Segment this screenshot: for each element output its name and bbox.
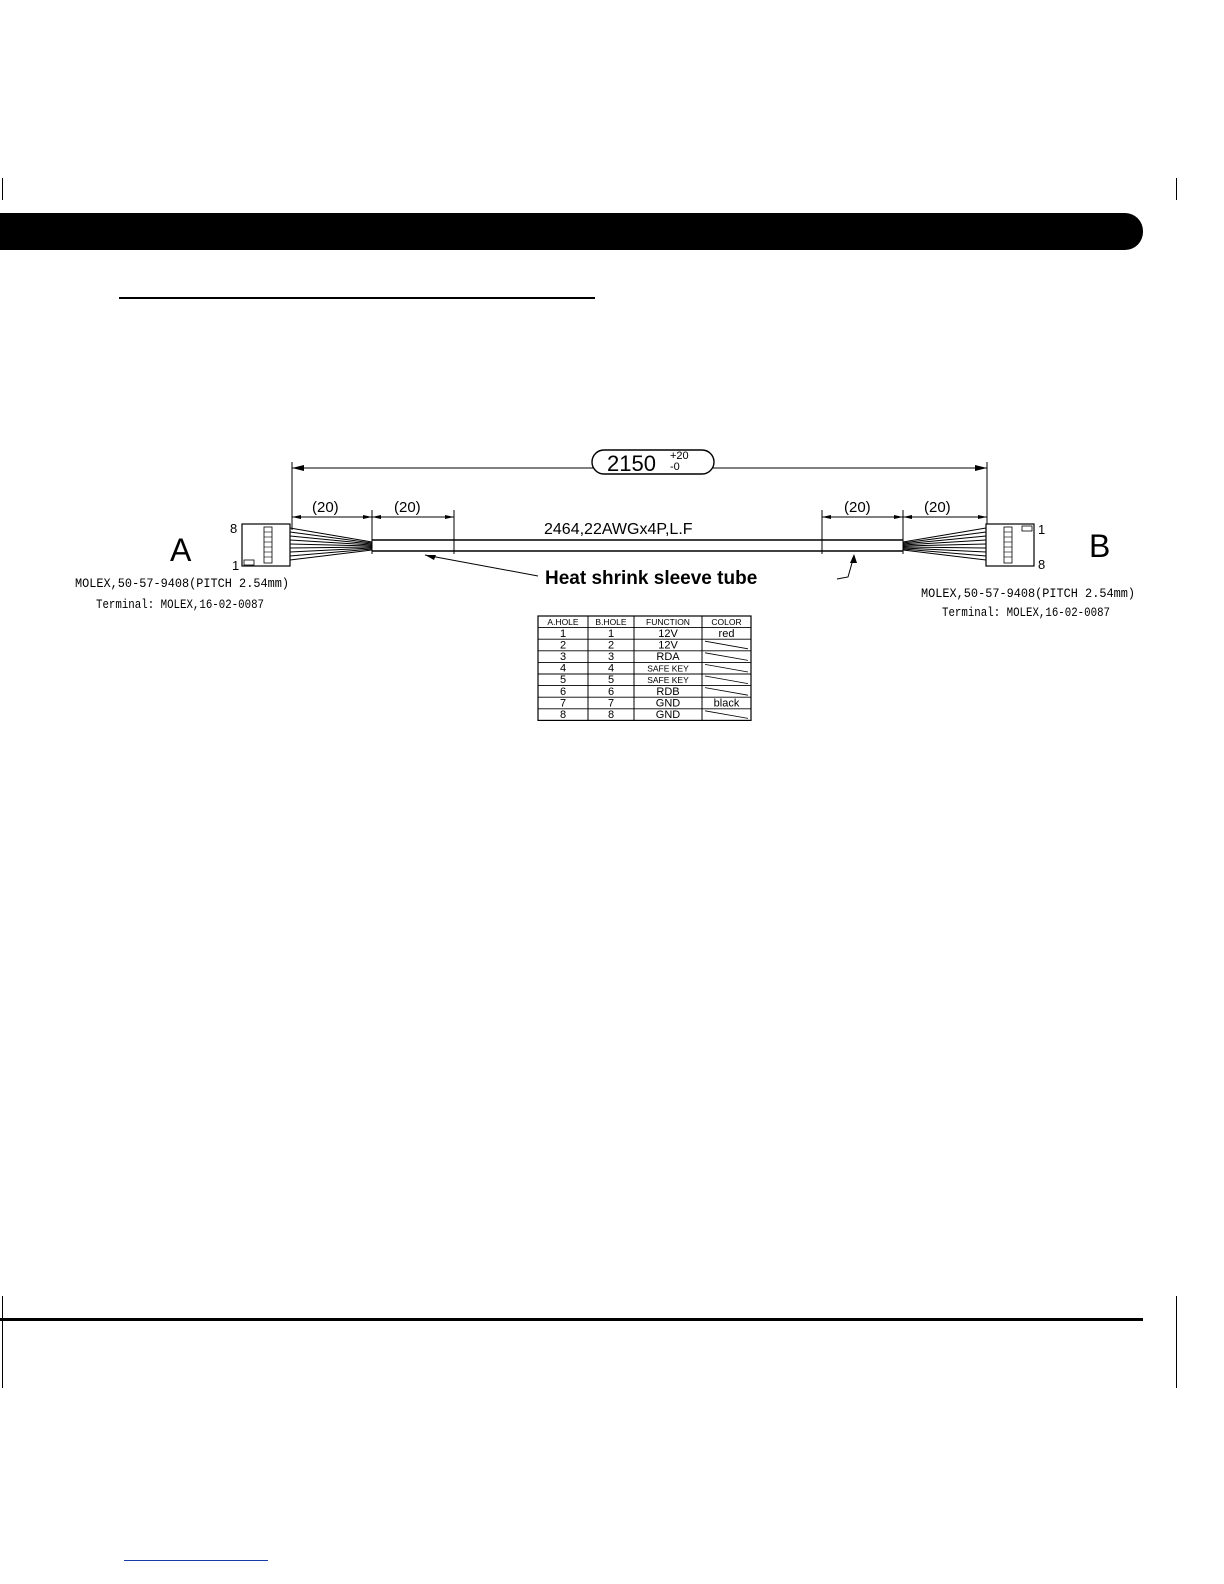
tolerance-plus-label: +20 bbox=[670, 450, 689, 462]
footer-link-underline bbox=[124, 1560, 268, 1561]
pin-table-cell: 7 bbox=[607, 697, 615, 710]
wires-left bbox=[290, 528, 372, 560]
connector-a-terminal-label: Terminal: MOLEX,16-02-0087 bbox=[96, 597, 264, 612]
pin-table-cell: 5 bbox=[607, 674, 615, 687]
dim-right-2-label: (20) bbox=[924, 499, 951, 516]
connector-a-letter: A bbox=[170, 532, 192, 568]
connector-b-pin-top: 1 bbox=[1038, 522, 1046, 537]
pin-table-cell: 6 bbox=[559, 685, 567, 698]
pin-table-header-cell: B.HOLE bbox=[595, 617, 627, 628]
pin-table-cell: RDA bbox=[656, 651, 680, 663]
connector-a-pin-top: 8 bbox=[230, 521, 238, 536]
pin-table-cell: 6 bbox=[607, 685, 615, 698]
pin-table-cell: 4 bbox=[607, 662, 615, 675]
pin-assignment-table bbox=[537, 615, 753, 725]
dim-left-1-label: (20) bbox=[312, 499, 339, 516]
pin-table-cell: GND bbox=[655, 709, 681, 721]
pin-table-header-cell: FUNCTION bbox=[646, 617, 690, 628]
pin-table-cell: SAFE KEY bbox=[647, 675, 689, 686]
pin-table-header-cell: A.HOLE bbox=[547, 617, 579, 628]
pin-table-cell: 1 bbox=[607, 627, 615, 640]
pin-table-cell: RDB bbox=[656, 685, 680, 698]
connector-a-housing bbox=[242, 524, 290, 566]
pin-table-cell: 3 bbox=[559, 651, 567, 663]
crop-mark-top-right bbox=[1176, 178, 1177, 200]
cable-assembly-drawing bbox=[0, 430, 1224, 630]
crop-mark-top-left bbox=[2, 178, 3, 200]
cable-spec-label: 2464,22AWGx4P,L.F bbox=[544, 521, 693, 538]
overall-length-label: 2150 bbox=[607, 451, 656, 476]
connector-b-pin-bottom: 8 bbox=[1038, 557, 1046, 572]
pin-table-cell: 8 bbox=[559, 709, 567, 721]
connector-a-pin-bottom: 1 bbox=[232, 558, 240, 573]
connector-b-letter: B bbox=[1089, 528, 1111, 564]
connector-b-housing bbox=[986, 524, 1034, 566]
sleeve-label: Heat shrink sleeve tube bbox=[545, 568, 758, 589]
connector-b-terminal-label: Terminal: MOLEX,16-02-0087 bbox=[942, 605, 1110, 620]
crop-mark-bottom-left bbox=[2, 1296, 3, 1388]
pin-table-cell: 5 bbox=[559, 674, 567, 687]
header-bar bbox=[0, 213, 1143, 250]
pin-table-cell: black bbox=[713, 697, 740, 710]
pin-table-cell: 2 bbox=[607, 639, 615, 652]
crop-mark-bottom-right bbox=[1176, 1296, 1177, 1388]
dim-left-2-label: (20) bbox=[394, 499, 421, 516]
pin-table-cell: 4 bbox=[559, 662, 567, 675]
dim-right-1-label: (20) bbox=[844, 499, 871, 516]
footer-rule bbox=[0, 1318, 1143, 1321]
tolerance-minus-label: -0 bbox=[670, 461, 680, 473]
pin-table-cell: GND bbox=[655, 697, 681, 710]
pin-table-cell: 7 bbox=[559, 697, 567, 710]
pin-table-cell: 2 bbox=[559, 639, 567, 652]
connector-a-housing-label: MOLEX,50-57-9408(PITCH 2.54mm) bbox=[75, 576, 289, 591]
title-underline bbox=[119, 297, 595, 299]
pin-table-cell: 8 bbox=[607, 709, 615, 721]
pin-table-cell: 12V bbox=[658, 627, 678, 640]
pin-table-cell: 12V bbox=[658, 639, 678, 652]
pin-table-cell: SAFE KEY bbox=[647, 663, 689, 674]
pin-table-cell: 1 bbox=[559, 627, 567, 640]
wires-right bbox=[903, 528, 986, 560]
pin-table-cell: 3 bbox=[607, 651, 615, 663]
pin-table-header-cell: COLOR bbox=[711, 617, 742, 628]
connector-b-housing-label: MOLEX,50-57-9408(PITCH 2.54mm) bbox=[921, 586, 1135, 601]
pin-table-cell: red bbox=[718, 627, 735, 640]
